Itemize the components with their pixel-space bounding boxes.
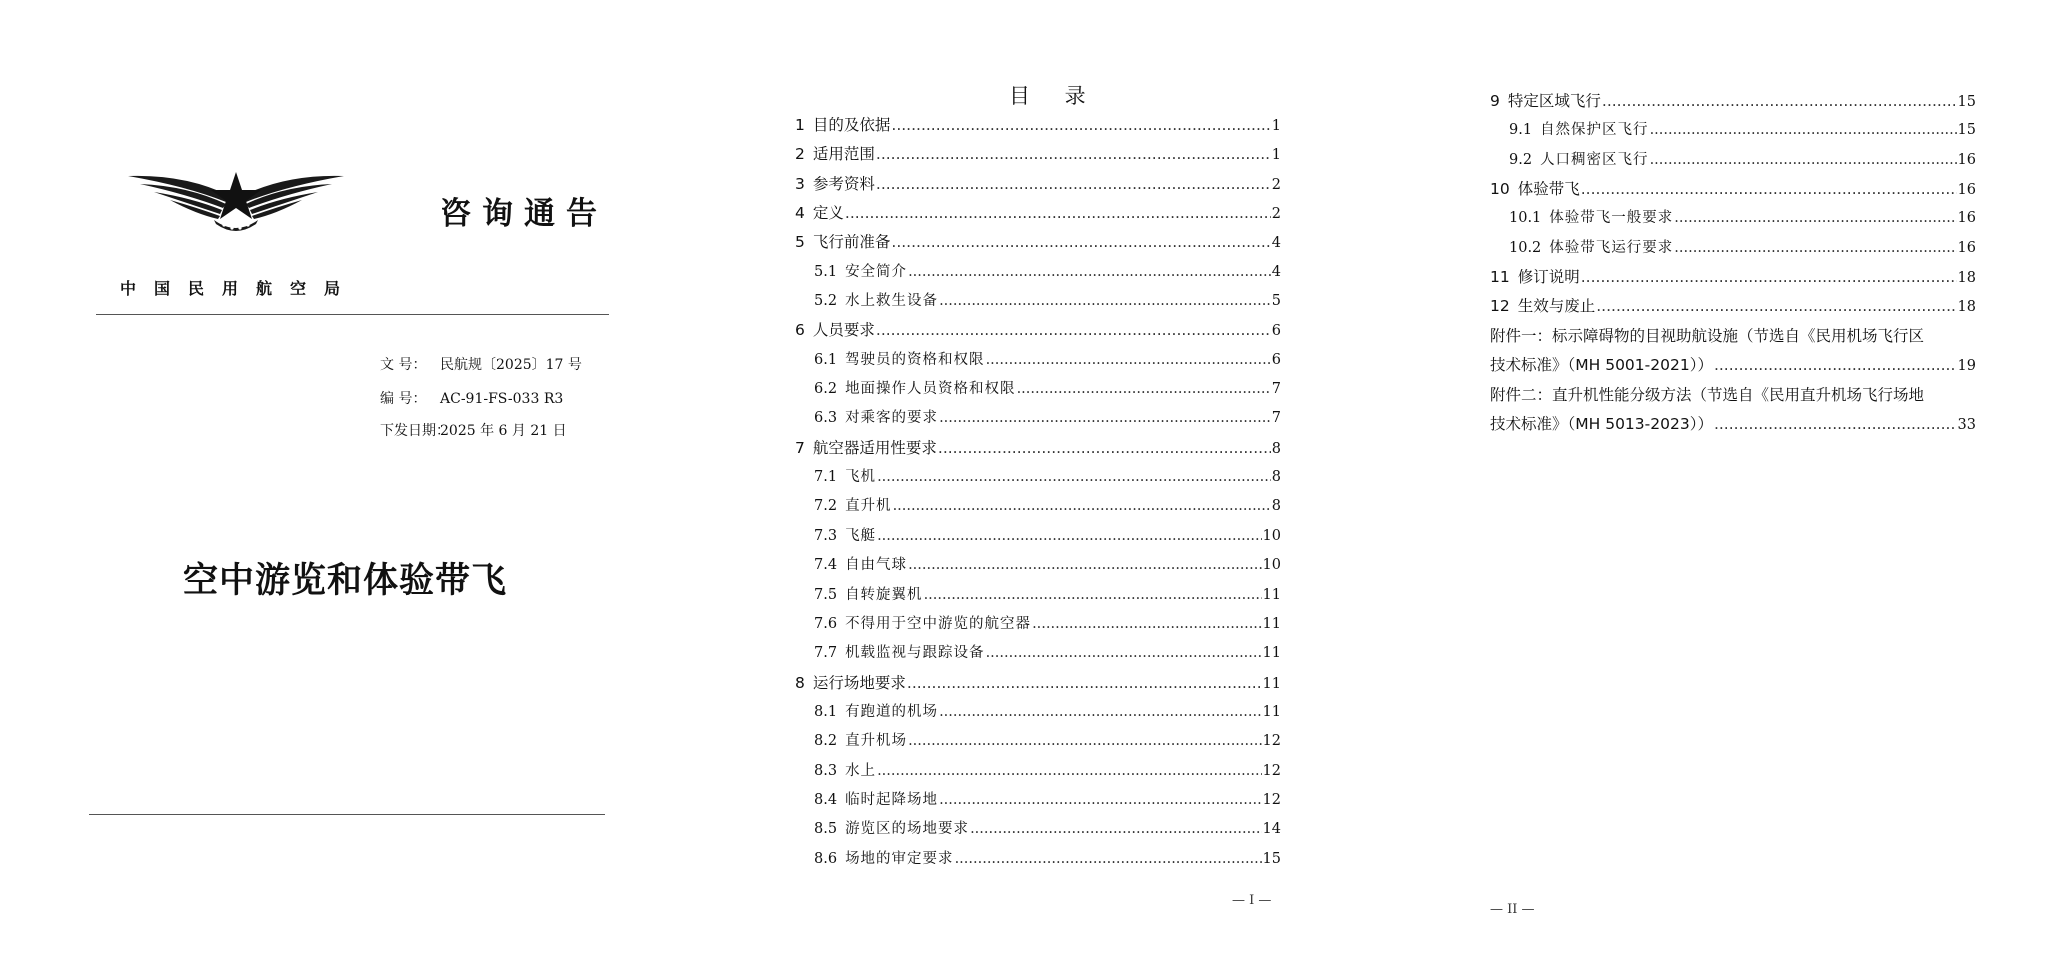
toc-entry-title: 飞艇 <box>845 527 877 544</box>
toc-entry-title: 体验带飞运行要求 <box>1549 239 1674 256</box>
toc-entry-number: 7.3 <box>814 527 838 544</box>
toc-entry-page: 11 <box>1262 586 1281 603</box>
toc-entry[interactable] <box>795 111 1281 140</box>
divider <box>89 814 605 815</box>
toc-entry-number: 7.2 <box>814 498 838 515</box>
toc-entry-page: 12 <box>1262 762 1281 779</box>
toc-entry-title: 参考资料 <box>812 174 875 193</box>
toc-entry-number: 9.2 <box>1509 151 1533 168</box>
toc-entry-number: 8.4 <box>814 791 838 808</box>
toc-entry-page: 15 <box>1957 94 1976 110</box>
toc-list <box>795 111 1281 874</box>
issue-date-value: 2025 年 6 月 21 日 <box>440 423 567 439</box>
toc-list <box>1490 87 1976 440</box>
dot-leader <box>1650 116 1957 145</box>
dot-leader <box>1581 263 1957 292</box>
toc-entry-number: 8.5 <box>814 821 838 838</box>
toc-entry-page: 11 <box>1262 615 1281 632</box>
toc-entry-page: 1 <box>1271 147 1281 164</box>
dot-leader <box>908 551 1261 580</box>
toc-entry-number: 2 <box>795 145 805 164</box>
dot-leader <box>939 698 1261 727</box>
toc-entry-number: 1 <box>795 116 805 134</box>
toc-entry-number: 6.2 <box>814 381 838 398</box>
toc-entry-title: 有跑道的机场 <box>845 703 939 720</box>
toc-entry-title: 修订说明 <box>1517 268 1580 287</box>
toc-entry-number: 9 <box>1490 92 1500 110</box>
toc-entry[interactable] <box>795 199 1281 228</box>
toc-entry-page: 5 <box>1271 293 1281 310</box>
toc-entry-page: 10 <box>1262 527 1281 544</box>
doc-number-label: 文 号： <box>380 357 427 373</box>
toc-entry[interactable] <box>795 228 1281 257</box>
dot-leader <box>1017 375 1271 404</box>
toc-entry-title: 自由气球 <box>845 557 908 574</box>
doc-number <box>380 354 582 374</box>
toc-entry[interactable] <box>1490 204 1976 233</box>
toc-entry-title: 游览区的场地要求 <box>845 821 970 838</box>
toc-entry-page: 18 <box>1957 270 1976 287</box>
dot-leader <box>955 845 1262 874</box>
toc-entry[interactable] <box>795 815 1281 844</box>
toc-entry-title: 特定区域飞行 <box>1507 92 1601 110</box>
toc-entry-page: 19 <box>1957 357 1976 374</box>
toc-appendix-entry[interactable] <box>1490 381 1976 440</box>
toc-entry-title: 水上 <box>845 762 877 779</box>
dot-leader <box>877 463 1271 492</box>
toc-entry-number: 8.2 <box>814 733 838 750</box>
toc-entry-page: 11 <box>1262 675 1281 692</box>
toc-entry[interactable] <box>795 140 1281 169</box>
toc-entry[interactable] <box>795 551 1281 580</box>
toc-entry[interactable] <box>795 757 1281 786</box>
toc-entry[interactable] <box>1490 292 1976 321</box>
toc-entry[interactable] <box>1490 146 1976 175</box>
toc-entry-title: 飞机 <box>845 469 877 486</box>
toc-entry-page: 11 <box>1262 703 1281 720</box>
toc-entry-page: 18 <box>1957 299 1976 316</box>
toc-entry-page: 10 <box>1262 557 1281 574</box>
dot-leader <box>1714 351 1957 380</box>
toc-entry-title: 运行场地要求 <box>812 673 906 692</box>
page-number: — I — <box>1232 893 1272 908</box>
toc-entry-number: 11 <box>1490 268 1510 287</box>
page-number: — II — <box>1490 902 1535 917</box>
toc-entry-title: 定义 <box>812 204 844 223</box>
toc-entry-title: 对乘客的要求 <box>845 410 939 427</box>
document-title: 空中游览和体验带飞 <box>183 560 508 601</box>
toc-entry-title: 体验带飞 <box>1517 180 1580 199</box>
toc-entry-page: 12 <box>1262 733 1281 750</box>
toc-entry-title: 不得用于空中游览的航空器 <box>845 615 1032 632</box>
toc-entry-number: 7.4 <box>814 557 838 574</box>
toc-entry[interactable] <box>795 287 1281 316</box>
issue-date-label: 下发日期： <box>380 423 450 439</box>
toc-entry-page: 8 <box>1271 498 1281 515</box>
toc-entry[interactable] <box>795 727 1281 756</box>
toc-entry-number: 8.6 <box>814 850 838 867</box>
toc-entry[interactable] <box>795 845 1281 874</box>
toc-entry-number: 6.1 <box>814 351 838 368</box>
issue-date <box>380 420 567 440</box>
dot-leader <box>938 434 1271 463</box>
toc-entry[interactable] <box>795 581 1281 610</box>
advisory-title: 咨询通告 <box>440 196 608 232</box>
toc-entry[interactable] <box>795 375 1281 404</box>
dot-leader <box>986 639 1262 668</box>
doc-number-value: 民航规〔2025〕17 号 <box>440 357 582 373</box>
dot-leader <box>876 316 1271 345</box>
toc-entry-page: 2 <box>1271 206 1281 223</box>
toc-entry-title: 水上救生设备 <box>845 293 939 310</box>
toc-entry-title: 直升机场 <box>845 733 908 750</box>
toc-entry-title: 场地的审定要求 <box>845 850 954 867</box>
toc-entry[interactable] <box>795 434 1281 463</box>
toc-entry-number: 7 <box>795 438 805 457</box>
toc-entry-page: 15 <box>1957 122 1976 139</box>
dot-leader <box>939 287 1271 316</box>
toc-entry[interactable] <box>795 522 1281 551</box>
toc-entry-page: 4 <box>1271 235 1281 252</box>
toc-appendix-title-cont: 技术标准》（MH 5001-2021）） <box>1490 355 1713 374</box>
dot-leader <box>1581 175 1957 204</box>
dot-leader <box>970 815 1261 844</box>
toc-entry[interactable] <box>795 610 1281 639</box>
toc-entry-number: 5 <box>795 233 805 252</box>
toc-entry-number: 10.1 <box>1509 210 1542 227</box>
toc-heading: 目 录 <box>1009 84 1100 108</box>
toc-entry-number: 5.1 <box>814 263 838 280</box>
toc-appendix-title-cont: 技术标准》（MH 5013-2023）） <box>1490 414 1713 433</box>
toc-entry-page: 16 <box>1957 210 1976 227</box>
toc-entry-number: 6.3 <box>814 410 838 427</box>
toc-entry-number: 5.2 <box>814 293 838 310</box>
toc-entry-title: 自然保护区飞行 <box>1540 122 1649 139</box>
toc-entry[interactable] <box>795 346 1281 375</box>
toc-entry-page: 12 <box>1262 791 1281 808</box>
toc-entry-number: 4 <box>795 204 805 223</box>
caac-emblem-icon <box>126 170 346 236</box>
dot-leader <box>891 111 1270 140</box>
dot-leader <box>1674 234 1956 263</box>
toc-entry[interactable] <box>1490 175 1976 204</box>
toc-entry[interactable] <box>795 463 1281 492</box>
toc-entry-number: 9.1 <box>1509 122 1533 139</box>
org-name: 中国民用航空局 <box>120 279 359 298</box>
toc-entry-page: 33 <box>1957 416 1976 433</box>
dot-leader <box>986 346 1271 375</box>
toc-entry-number: 7.6 <box>814 615 838 632</box>
toc-entry-page: 8 <box>1271 440 1281 457</box>
toc-entry-page: 15 <box>1262 850 1281 867</box>
toc-entry-page: 6 <box>1271 323 1281 340</box>
toc-entry-number: 8.3 <box>814 762 838 779</box>
toc-entry-page: 1 <box>1271 118 1281 134</box>
toc-entry[interactable] <box>795 404 1281 433</box>
toc-entry-number: 7.1 <box>814 469 838 486</box>
toc-appendix-line2 <box>1490 351 1976 381</box>
toc-entry-page: 6 <box>1271 351 1281 368</box>
dot-leader <box>891 228 1270 257</box>
dot-leader <box>908 727 1261 756</box>
toc-entry-page: 11 <box>1262 645 1281 662</box>
toc-entry-title: 地面操作人员资格和权限 <box>845 381 1016 398</box>
toc-entry-title: 航空器适用性要求 <box>812 438 937 457</box>
toc-entry-title: 机载监视与跟踪设备 <box>845 645 985 662</box>
toc-entry-title: 临时起降场地 <box>845 791 939 808</box>
dot-leader <box>1714 410 1957 439</box>
toc-entry-page: 16 <box>1957 151 1976 168</box>
toc-entry[interactable] <box>795 639 1281 668</box>
dot-leader <box>1650 146 1957 175</box>
toc-entry-title: 目的及依据 <box>812 116 891 134</box>
toc-entry-page: 4 <box>1271 263 1281 280</box>
toc-appendix-title: 附件二：直升机性能分级方法（节选自《民用直升机场飞行场地 <box>1490 385 1925 404</box>
toc-entry-page: 14 <box>1262 821 1281 838</box>
toc-entry[interactable] <box>795 786 1281 815</box>
toc-entry-title: 人口稠密区飞行 <box>1540 151 1649 168</box>
toc-entry-number: 8 <box>795 673 805 692</box>
toc-entry-page: 2 <box>1271 176 1281 193</box>
dot-leader <box>1674 204 1956 233</box>
toc-entry-number: 3 <box>795 174 805 193</box>
dot-leader <box>1032 610 1261 639</box>
toc-entry-page: 7 <box>1271 381 1281 398</box>
toc-entry-page: 16 <box>1957 182 1976 199</box>
toc-entry-title: 自转旋翼机 <box>845 586 923 603</box>
serial-number-value: AC-91-FS-033 R3 <box>440 391 564 407</box>
dot-leader <box>877 522 1261 551</box>
toc-appendix-entry[interactable] <box>1490 322 1976 381</box>
toc-entry-number: 6 <box>795 321 805 340</box>
toc-entry-number: 8.1 <box>814 703 838 720</box>
toc-entry[interactable] <box>795 669 1281 698</box>
toc-entry-title: 生效与废止 <box>1517 297 1596 316</box>
toc-entry-title: 人员要求 <box>812 321 875 340</box>
toc-entry-title: 安全简介 <box>845 263 908 280</box>
dot-leader <box>924 581 1262 610</box>
dot-leader <box>939 404 1271 433</box>
toc-entry[interactable] <box>1490 116 1976 145</box>
toc-entry-number: 10.2 <box>1509 239 1542 256</box>
divider <box>96 314 609 315</box>
dot-leader <box>1596 292 1956 321</box>
dot-leader <box>908 258 1271 287</box>
toc-entry-title: 驾驶员的资格和权限 <box>845 351 985 368</box>
serial-number <box>380 388 563 408</box>
dot-leader <box>845 199 1271 228</box>
serial-number-label: 编 号： <box>380 391 427 407</box>
toc-entry[interactable] <box>795 492 1281 521</box>
toc-appendix-line2 <box>1490 410 1976 440</box>
toc-entry-page: 7 <box>1271 410 1281 427</box>
dot-leader <box>893 492 1271 521</box>
dot-leader <box>907 669 1262 698</box>
toc-entry-title: 直升机 <box>845 498 892 515</box>
toc-entry-number: 12 <box>1490 297 1510 316</box>
dot-leader <box>877 757 1261 786</box>
toc-entry-title: 体验带飞一般要求 <box>1549 210 1674 227</box>
toc-entry-page: 8 <box>1271 469 1281 486</box>
toc-entry[interactable] <box>795 170 1281 199</box>
dot-leader <box>939 786 1261 815</box>
toc-entry[interactable] <box>795 258 1281 287</box>
toc-entry[interactable] <box>795 316 1281 345</box>
toc-entry-page: 16 <box>1957 239 1976 256</box>
toc-entry[interactable] <box>1490 87 1976 116</box>
toc-entry[interactable] <box>795 698 1281 727</box>
toc-entry-number: 10 <box>1490 180 1510 199</box>
dot-leader <box>876 170 1271 199</box>
toc-entry-title: 飞行前准备 <box>812 233 891 252</box>
toc-entry[interactable] <box>1490 234 1976 263</box>
toc-appendix-title: 附件一：标示障碍物的目视助航设施（节选自《民用机场飞行区 <box>1490 326 1925 345</box>
toc-entry-number: 7.7 <box>814 645 838 662</box>
toc-entry-number: 7.5 <box>814 586 838 603</box>
toc-entry-title: 适用范围 <box>812 145 875 164</box>
toc-entry[interactable] <box>1490 263 1976 292</box>
dot-leader <box>1602 87 1957 116</box>
dot-leader <box>876 140 1271 169</box>
